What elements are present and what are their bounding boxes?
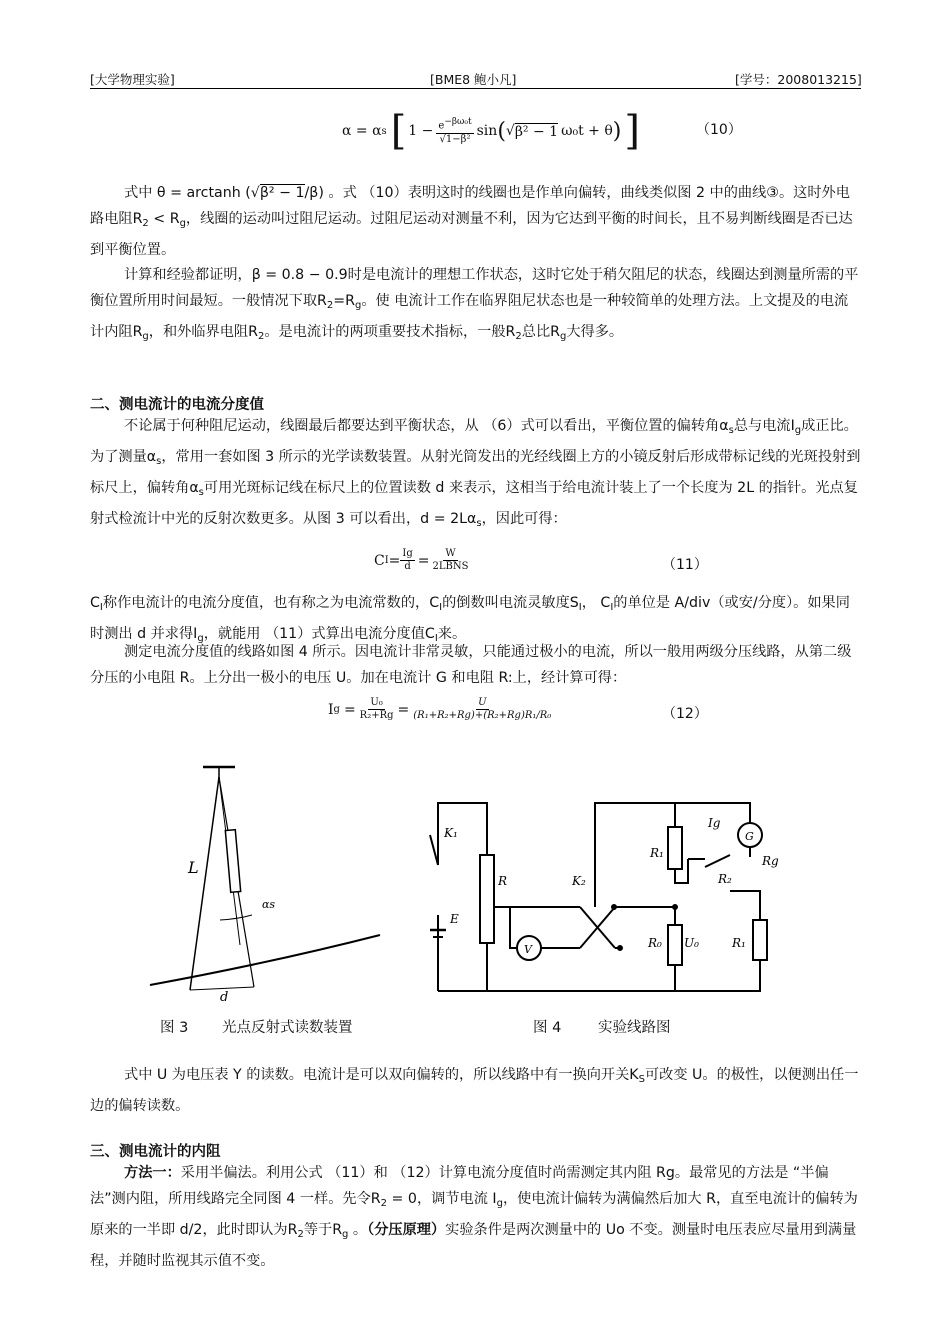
paragraph-beta: 计算和经验都证明，β = 0.8 − 0.9时是电流计的理想工作状态，这时它处于稍欠阻尼的状态，线圈达到测量所需的平衡位置所用时间最短。一般情况下取$R_2=R_g$。使 电流计工作在临界阻尼状态也是一种较简单的处理方法。上文提及的电流计内阻$R_g$，和外临界电阻$R_2$。是电流计的两项重要技术指标，一般$R_2$总比$R_g$大得多。	[90, 267, 859, 342]
figure-3-caption-number: 图 3	[160, 1020, 189, 1036]
figure-3-optical-reading-device	[140, 755, 390, 1005]
fig4-label-Ig: Ig	[708, 816, 721, 830]
fig4-label-R: R	[498, 874, 508, 888]
fig3-label-alpha: αs	[262, 898, 276, 911]
header-rule	[90, 88, 861, 89]
figure-4-caption: 实验线路图	[598, 1020, 671, 1036]
fig4-label-R1: R₁	[650, 846, 664, 860]
figure-4-circuit-diagram	[420, 795, 780, 1000]
fig4-label-Rg: Rg	[762, 854, 779, 868]
fig4-label-K2: K₂	[572, 874, 586, 888]
fig4-label-V: V	[524, 943, 532, 956]
equation-12: I g = $\frac{\text{U₀}}{\text{R₂+Rg}}$ = $\frac{U}{\text{(R₁+R₂+Rg)+(R₂+Rg)R₁/R₀}}$	[328, 697, 552, 721]
fig4-label-U0: U₀	[684, 936, 699, 950]
fig4-label-G: G	[745, 830, 754, 843]
equation-11-number: （11）	[662, 557, 708, 573]
header-left: [大学物理实验]	[90, 72, 175, 87]
paragraph-switch: 式中 U 为电压表 Y 的读数。电流计是可以双向偏转的，所以线路中有一换向开关$K_S$可改变 U。的极性，以便测出任一边的偏转读数。	[90, 1067, 859, 1114]
section-3-paragraph: 方法一：采用半偏法。利用公式 （11）和 （12）计算电流分度值时尚需测定其内阻 Rg。最常见的方法是 “半偏法”测内阻，所用线路完全同图 4 一样。先令$R_2 = 0$，调节电流 $I_g$，使电流计偏转为满偏然后加大 R，直至电流计的偏转为原来的一半即 d/2，此时即认为$R_2$等于$R_g$ 。（分压原理）实验条件是两次测量中的 Uo 不变。测量时电压表应尽量用到满量程，并随时监视其示值不变。	[90, 1165, 858, 1269]
fig4-label-R2: R₂	[718, 872, 732, 886]
paragraph-ci: $C_I$称作电流计的电流分度值，也有称之为电流常数的，$C_I$的倒数叫电流灵敏度$S_I$， $C_I$的单位是 A/div（或安/分度）。如果同时测出 d 并求得$I_g$，就能用 （11）式算出电流分度值$C_I$来。	[90, 595, 850, 644]
section-2-heading: 二、测电流计的电流分度值	[90, 397, 264, 413]
header-right: [学号：2008013215]	[735, 72, 862, 87]
paragraph-theta: 式中 θ = arctanh (√β² − 1/β) 。式 （10）表明这时的线圈也是作单向偏转，曲线类似图 2 中的曲线③。这时外电路电阻$R_2 < R_g$，线圈的运动叫过阻尼运动。过阻尼运动对测量不利，因为它达到平衡的时间长，且不易判断线圈是否已达到平衡位置。	[90, 185, 853, 258]
section-3-heading: 三、测电流计的内阻	[90, 1144, 221, 1160]
figure-3-caption: 光点反射式读数装置	[222, 1020, 353, 1036]
header-center: [BME8 鲍小凡]	[430, 72, 517, 87]
equation-12-number: （12）	[662, 706, 708, 722]
fig4-label-E: E	[450, 912, 459, 926]
equation-11: C I = $\frac{Ig}{d}$ = $\frac{W}{\text{2LBNS}}$	[374, 548, 469, 572]
fig3-label-d: d	[220, 990, 229, 1005]
fig4-label-R1-right: R₁	[732, 936, 746, 950]
equation-10-number: （10）	[696, 122, 742, 138]
paragraph-circuit: 测定电流分度值的线路如图 4 所示。因电流计非常灵敏，只能通过极小的电流，所以一般用两级分压线路，从第二级分压的小电阻 R。上分出一极小的电压 U。加在电流计 G 和电阻 R:上，经计算可得：	[90, 644, 852, 686]
figure-4-caption-number: 图 4	[533, 1020, 562, 1036]
section-2-paragraph: 不论属于何种阻尼运动，线圈最后都要达到平衡状态，从 （6）式可以看出，平衡位置的偏转角$\alpha_s$总与电流$I_g$成正比。为了测量$\alpha_s$，常用一套如图 3 所示的光学读数装置。从射光筒发出的光经线圈上方的小镜反射后形成带标记线的光斑投射到标尺上，偏转角$\alpha_s$可用光斑标记线在标尺上的位置读数 d 来表示，这相当于给电流计装上了一个长度为 2L 的指针。光点复射式检流计中光的反射次数更多。从图 3 可以看出，$d = 2L\alpha_s$，因此可得：	[90, 418, 861, 529]
fig4-label-R0: R₀	[648, 936, 662, 950]
fig4-label-K1: K₁	[444, 826, 458, 840]
fig3-label-L: L	[188, 858, 199, 877]
equation-10: α = α s [ 1 − $\frac{e^{-\beta\omega_0t}}{\text{√1−β²}}$ sin ( √ β² − 1 ω₀t + θ ) ]	[342, 108, 640, 154]
